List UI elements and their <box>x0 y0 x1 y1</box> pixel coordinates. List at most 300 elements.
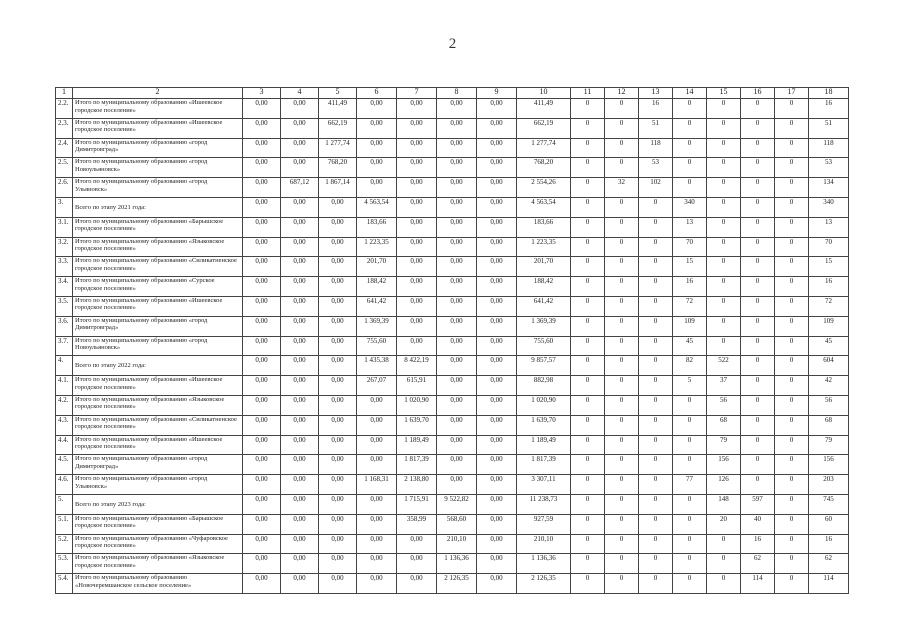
value-cell: 1 223,35 <box>517 237 571 257</box>
value-cell: 0 <box>639 296 673 316</box>
value-cell: 0 <box>605 118 639 138</box>
value-cell: 0 <box>775 534 809 554</box>
value-cell: 0,00 <box>319 197 357 217</box>
value-cell: 0 <box>673 494 707 514</box>
value-cell: 0,00 <box>397 336 437 356</box>
value-cell: 0,00 <box>319 376 357 396</box>
value-cell: 0,00 <box>477 415 517 435</box>
row-number-cell: 3.3. <box>56 257 73 277</box>
value-cell: 927,59 <box>517 514 571 534</box>
table-row <box>56 118 849 138</box>
row-name-cell: Итого по муниципальному образованию «Силикатненское городское поселение» <box>73 257 243 277</box>
value-cell: 0 <box>673 178 707 198</box>
value-cell: 0,00 <box>437 455 477 475</box>
value-cell: 0 <box>673 118 707 138</box>
value-cell: 0,00 <box>281 475 319 495</box>
value-cell: 0,00 <box>437 118 477 138</box>
value-cell: 604 <box>809 356 849 376</box>
value-cell: 0 <box>741 376 775 396</box>
value-cell: 201,70 <box>517 257 571 277</box>
table-row <box>56 554 849 574</box>
value-cell: 0,00 <box>477 118 517 138</box>
value-cell: 62 <box>809 554 849 574</box>
value-cell: 118 <box>639 138 673 158</box>
value-cell: 0,00 <box>477 435 517 455</box>
row-number-cell: 4.3. <box>56 415 73 435</box>
value-cell: 0 <box>605 554 639 574</box>
column-header: 9 <box>477 88 517 99</box>
value-cell: 70 <box>673 237 707 257</box>
value-cell: 0 <box>605 277 639 297</box>
value-cell: 0,00 <box>319 395 357 415</box>
row-name-cell: Итого по муниципальному образованию «город Димитровград» <box>73 455 243 475</box>
value-cell: 0 <box>639 435 673 455</box>
value-cell: 0 <box>707 554 741 574</box>
row-name-cell: Итого по муниципальному образованию «Ишеевское городское поселение» <box>73 376 243 396</box>
value-cell: 0 <box>605 475 639 495</box>
value-cell: 0,00 <box>281 554 319 574</box>
row-name-cell: Итого по муниципальному образованию «Барышское городское поселение» <box>73 217 243 237</box>
table-row <box>56 574 849 594</box>
value-cell: 0 <box>707 277 741 297</box>
column-header: 6 <box>357 88 397 99</box>
row-name-cell: Всего по этапу 2023 года: <box>73 494 243 514</box>
table-row <box>56 257 849 277</box>
value-cell: 0,00 <box>357 554 397 574</box>
value-cell: 13 <box>673 217 707 237</box>
value-cell: 0,00 <box>397 158 437 178</box>
value-cell: 102 <box>639 178 673 198</box>
value-cell: 8 422,19 <box>397 356 437 376</box>
table-row <box>56 494 849 514</box>
table-row <box>56 316 849 336</box>
value-cell: 0,00 <box>243 395 281 415</box>
value-cell: 1 817,39 <box>517 455 571 475</box>
value-cell: 148 <box>707 494 741 514</box>
value-cell: 0,00 <box>319 534 357 554</box>
value-cell: 0 <box>605 494 639 514</box>
value-cell: 42 <box>809 376 849 396</box>
row-name-cell: Итого по муниципальному образованию «город Ульяновск» <box>73 475 243 495</box>
value-cell: 0 <box>673 99 707 119</box>
value-cell: 0,00 <box>281 257 319 277</box>
value-cell: 0 <box>673 574 707 594</box>
value-cell: 0,00 <box>243 296 281 316</box>
value-cell: 0,00 <box>281 118 319 138</box>
value-cell: 0 <box>741 237 775 257</box>
value-cell: 68 <box>707 415 741 435</box>
value-cell: 0,00 <box>319 475 357 495</box>
value-cell: 0,00 <box>319 237 357 257</box>
table-row <box>56 514 849 534</box>
value-cell: 0,00 <box>477 494 517 514</box>
value-cell: 0 <box>673 554 707 574</box>
value-cell: 0 <box>605 99 639 119</box>
value-cell: 0,00 <box>243 277 281 297</box>
page-number: 2 <box>448 36 457 52</box>
value-cell: 0 <box>707 158 741 178</box>
value-cell: 662,19 <box>319 118 357 138</box>
row-number-cell: 3.6. <box>56 316 73 336</box>
value-cell: 0 <box>571 257 605 277</box>
value-cell: 0,00 <box>319 554 357 574</box>
value-cell: 114 <box>809 574 849 594</box>
value-cell: 0 <box>571 158 605 178</box>
column-header: 11 <box>571 88 605 99</box>
value-cell: 1 369,39 <box>517 316 571 336</box>
value-cell: 5 <box>673 376 707 396</box>
value-cell: 2 126,35 <box>517 574 571 594</box>
value-cell: 0,00 <box>243 336 281 356</box>
column-header: 14 <box>673 88 707 99</box>
value-cell: 1 020,90 <box>517 395 571 415</box>
value-cell: 0 <box>707 237 741 257</box>
value-cell: 183,66 <box>357 217 397 237</box>
row-number-cell: 5.4. <box>56 574 73 594</box>
value-cell: 32 <box>605 178 639 198</box>
value-cell: 641,42 <box>517 296 571 316</box>
value-cell: 0,00 <box>477 197 517 217</box>
value-cell: 0,00 <box>319 356 357 376</box>
value-cell: 0 <box>605 197 639 217</box>
value-cell: 0 <box>639 494 673 514</box>
value-cell: 0,00 <box>437 356 477 376</box>
value-cell: 1 189,49 <box>397 435 437 455</box>
value-cell: 411,49 <box>319 99 357 119</box>
value-cell: 0,00 <box>397 178 437 198</box>
value-cell: 118 <box>809 138 849 158</box>
value-cell: 0 <box>741 455 775 475</box>
table-row <box>56 158 849 178</box>
value-cell: 0,00 <box>319 514 357 534</box>
value-cell: 0 <box>741 435 775 455</box>
value-cell: 0 <box>605 237 639 257</box>
value-cell: 0 <box>741 178 775 198</box>
value-cell: 0,00 <box>397 257 437 277</box>
row-number-cell: 5. <box>56 494 73 514</box>
value-cell: 0,00 <box>243 514 281 534</box>
value-cell: 0 <box>707 336 741 356</box>
value-cell: 0,00 <box>437 415 477 435</box>
value-cell: 0 <box>605 455 639 475</box>
value-cell: 0 <box>707 574 741 594</box>
row-name-cell: Итого по муниципальному образованию «Языковское городское поселение» <box>73 395 243 415</box>
value-cell: 0 <box>639 217 673 237</box>
value-cell: 0 <box>741 415 775 435</box>
value-cell: 0,00 <box>397 118 437 138</box>
value-cell: 0,00 <box>397 534 437 554</box>
value-cell: 0 <box>775 178 809 198</box>
value-cell: 9 857,57 <box>517 356 571 376</box>
value-cell: 0 <box>571 277 605 297</box>
value-cell: 109 <box>673 316 707 336</box>
value-cell: 0 <box>741 197 775 217</box>
value-cell: 0,00 <box>281 158 319 178</box>
value-cell: 0 <box>605 336 639 356</box>
value-cell: 0,00 <box>477 277 517 297</box>
value-cell: 0,00 <box>397 316 437 336</box>
row-number-cell: 2.2. <box>56 99 73 119</box>
value-cell: 114 <box>741 574 775 594</box>
column-header: 17 <box>775 88 809 99</box>
value-cell: 0 <box>571 336 605 356</box>
value-cell: 0 <box>775 277 809 297</box>
value-cell: 1 136,36 <box>437 554 477 574</box>
value-cell: 0,00 <box>357 455 397 475</box>
value-cell: 0,00 <box>437 217 477 237</box>
row-name-cell: Итого по муниципальному образованию «город Димитровград» <box>73 316 243 336</box>
value-cell: 0,00 <box>477 336 517 356</box>
value-cell: 0,00 <box>357 395 397 415</box>
value-cell: 0,00 <box>319 277 357 297</box>
value-cell: 0 <box>639 376 673 396</box>
value-cell: 0,00 <box>281 376 319 396</box>
value-cell: 56 <box>809 395 849 415</box>
value-cell: 0 <box>741 217 775 237</box>
header-row <box>56 88 849 99</box>
value-cell: 0,00 <box>281 217 319 237</box>
table-row <box>56 415 849 435</box>
value-cell: 79 <box>809 435 849 455</box>
value-cell: 0,00 <box>357 138 397 158</box>
value-cell: 16 <box>673 277 707 297</box>
value-cell: 0,00 <box>243 435 281 455</box>
row-number-cell: 4.6. <box>56 475 73 495</box>
value-cell: 0 <box>741 118 775 138</box>
value-cell: 0,00 <box>281 534 319 554</box>
value-cell: 1 168,31 <box>357 475 397 495</box>
value-cell: 0 <box>571 296 605 316</box>
value-cell: 0 <box>571 534 605 554</box>
value-cell: 0,00 <box>437 316 477 336</box>
table-row <box>56 178 849 198</box>
value-cell: 0 <box>605 534 639 554</box>
value-cell: 0 <box>741 475 775 495</box>
value-cell: 0,00 <box>437 257 477 277</box>
value-cell: 0,00 <box>243 257 281 277</box>
value-cell: 77 <box>673 475 707 495</box>
value-cell: 0 <box>605 257 639 277</box>
value-cell: 0,00 <box>281 455 319 475</box>
value-cell: 0 <box>707 217 741 237</box>
value-cell: 0 <box>775 455 809 475</box>
value-cell: 0 <box>741 296 775 316</box>
value-cell: 0,00 <box>281 99 319 119</box>
value-cell: 0 <box>775 138 809 158</box>
value-cell: 0,00 <box>281 395 319 415</box>
column-header: 5 <box>319 88 357 99</box>
column-header: 12 <box>605 88 639 99</box>
value-cell: 568,60 <box>437 514 477 534</box>
table-row <box>56 356 849 376</box>
column-header: 13 <box>639 88 673 99</box>
value-cell: 13 <box>809 217 849 237</box>
value-cell: 72 <box>809 296 849 316</box>
value-cell: 1 020,90 <box>397 395 437 415</box>
value-cell: 0,00 <box>243 158 281 178</box>
value-cell: 768,20 <box>517 158 571 178</box>
value-cell: 0 <box>571 118 605 138</box>
column-header: 18 <box>809 88 849 99</box>
data-table <box>55 87 849 594</box>
value-cell: 0,00 <box>357 494 397 514</box>
value-cell: 0,00 <box>477 455 517 475</box>
value-cell: 0 <box>775 356 809 376</box>
value-cell: 45 <box>809 336 849 356</box>
value-cell: 0 <box>741 277 775 297</box>
value-cell: 0,00 <box>437 277 477 297</box>
value-cell: 0,00 <box>319 336 357 356</box>
value-cell: 0 <box>571 138 605 158</box>
value-cell: 0 <box>605 356 639 376</box>
value-cell: 0,00 <box>357 534 397 554</box>
value-cell: 0 <box>605 296 639 316</box>
value-cell: 126 <box>707 475 741 495</box>
value-cell: 882,98 <box>517 376 571 396</box>
value-cell: 0 <box>775 574 809 594</box>
row-name-cell: Итого по муниципальному образованию «город Ульяновск» <box>73 178 243 198</box>
value-cell: 0,00 <box>281 197 319 217</box>
value-cell: 0,00 <box>437 99 477 119</box>
value-cell: 0 <box>673 395 707 415</box>
row-number-cell: 3.1. <box>56 217 73 237</box>
value-cell: 0,00 <box>437 158 477 178</box>
value-cell: 0,00 <box>357 118 397 138</box>
value-cell: 0,00 <box>437 197 477 217</box>
value-cell: 0,00 <box>397 237 437 257</box>
value-cell: 16 <box>809 277 849 297</box>
value-cell: 1 435,38 <box>357 356 397 376</box>
value-cell: 60 <box>809 514 849 534</box>
value-cell: 1 369,39 <box>357 316 397 336</box>
value-cell: 0,00 <box>357 99 397 119</box>
row-number-cell: 5.2. <box>56 534 73 554</box>
value-cell: 0,00 <box>477 475 517 495</box>
value-cell: 1 223,35 <box>357 237 397 257</box>
value-cell: 0 <box>639 554 673 574</box>
table-row <box>56 296 849 316</box>
value-cell: 0 <box>673 455 707 475</box>
value-cell: 768,20 <box>319 158 357 178</box>
row-name-cell: Итого по муниципальному образованию «Ишеевское городское поселение» <box>73 435 243 455</box>
row-number-cell: 3.5. <box>56 296 73 316</box>
value-cell: 0,00 <box>281 336 319 356</box>
value-cell: 53 <box>809 158 849 178</box>
row-name-cell: Итого по муниципальному образованию «Ишеевское городское поселение» <box>73 118 243 138</box>
value-cell: 15 <box>673 257 707 277</box>
value-cell: 0 <box>605 574 639 594</box>
value-cell: 0 <box>673 415 707 435</box>
value-cell: 0 <box>707 138 741 158</box>
table-row <box>56 217 849 237</box>
value-cell: 0 <box>707 178 741 198</box>
value-cell: 0,00 <box>319 494 357 514</box>
value-cell: 0 <box>775 237 809 257</box>
value-cell: 15 <box>809 257 849 277</box>
value-cell: 0,00 <box>437 237 477 257</box>
value-cell: 0 <box>775 99 809 119</box>
value-cell: 0,00 <box>281 237 319 257</box>
row-name-cell: Итого по муниципальному образованию «Барышское городское поселение» <box>73 514 243 534</box>
column-header: 15 <box>707 88 741 99</box>
value-cell: 0,00 <box>243 118 281 138</box>
value-cell: 0,00 <box>319 415 357 435</box>
value-cell: 0 <box>775 494 809 514</box>
value-cell: 0,00 <box>477 356 517 376</box>
value-cell: 0 <box>571 395 605 415</box>
value-cell: 0 <box>571 494 605 514</box>
value-cell: 0 <box>775 395 809 415</box>
column-header: 10 <box>517 88 571 99</box>
value-cell: 0,00 <box>477 316 517 336</box>
table-row <box>56 455 849 475</box>
column-header: 16 <box>741 88 775 99</box>
row-number-cell: 4.5. <box>56 455 73 475</box>
value-cell: 0 <box>707 197 741 217</box>
value-cell: 0 <box>571 316 605 336</box>
row-name-cell: Всего по этапу 2022 года: <box>73 356 243 376</box>
value-cell: 0,00 <box>437 138 477 158</box>
value-cell: 0,00 <box>281 435 319 455</box>
row-name-cell: Итого по муниципальному образованию «Языковское городское поселение» <box>73 237 243 257</box>
value-cell: 0,00 <box>281 514 319 534</box>
column-header: 8 <box>437 88 477 99</box>
value-cell: 641,42 <box>357 296 397 316</box>
value-cell: 687,12 <box>281 178 319 198</box>
value-cell: 0,00 <box>243 574 281 594</box>
value-cell: 0 <box>741 356 775 376</box>
table-row <box>56 475 849 495</box>
value-cell: 0,00 <box>319 296 357 316</box>
value-cell: 0,00 <box>357 574 397 594</box>
value-cell: 0 <box>741 336 775 356</box>
value-cell: 16 <box>809 99 849 119</box>
value-cell: 0,00 <box>243 356 281 376</box>
value-cell: 0 <box>571 356 605 376</box>
value-cell: 0 <box>775 554 809 574</box>
value-cell: 210,10 <box>437 534 477 554</box>
value-cell: 0 <box>571 237 605 257</box>
value-cell: 0,00 <box>437 435 477 455</box>
value-cell: 0 <box>639 395 673 415</box>
value-cell: 267,07 <box>357 376 397 396</box>
value-cell: 0 <box>639 336 673 356</box>
value-cell: 0,00 <box>477 534 517 554</box>
value-cell: 0 <box>741 158 775 178</box>
column-header: 4 <box>281 88 319 99</box>
value-cell: 1 639,70 <box>397 415 437 435</box>
value-cell: 0,00 <box>281 277 319 297</box>
row-number-cell: 4. <box>56 356 73 376</box>
value-cell: 0 <box>571 415 605 435</box>
value-cell: 0 <box>741 138 775 158</box>
value-cell: 0 <box>571 197 605 217</box>
value-cell: 0,00 <box>437 475 477 495</box>
value-cell: 1 639,70 <box>517 415 571 435</box>
value-cell: 0 <box>775 158 809 178</box>
value-cell: 1 715,91 <box>397 494 437 514</box>
row-number-cell: 3.2. <box>56 237 73 257</box>
value-cell: 0 <box>673 435 707 455</box>
row-name-cell: Итого по муниципальному образованию «город Димитровград» <box>73 138 243 158</box>
value-cell: 0 <box>707 118 741 138</box>
value-cell: 0,00 <box>243 237 281 257</box>
value-cell: 0 <box>775 514 809 534</box>
value-cell: 0,00 <box>477 158 517 178</box>
value-cell: 0,00 <box>477 99 517 119</box>
row-name-cell: Итого по муниципальному образованию «Ишеевское городское поселение» <box>73 296 243 316</box>
value-cell: 0 <box>605 138 639 158</box>
